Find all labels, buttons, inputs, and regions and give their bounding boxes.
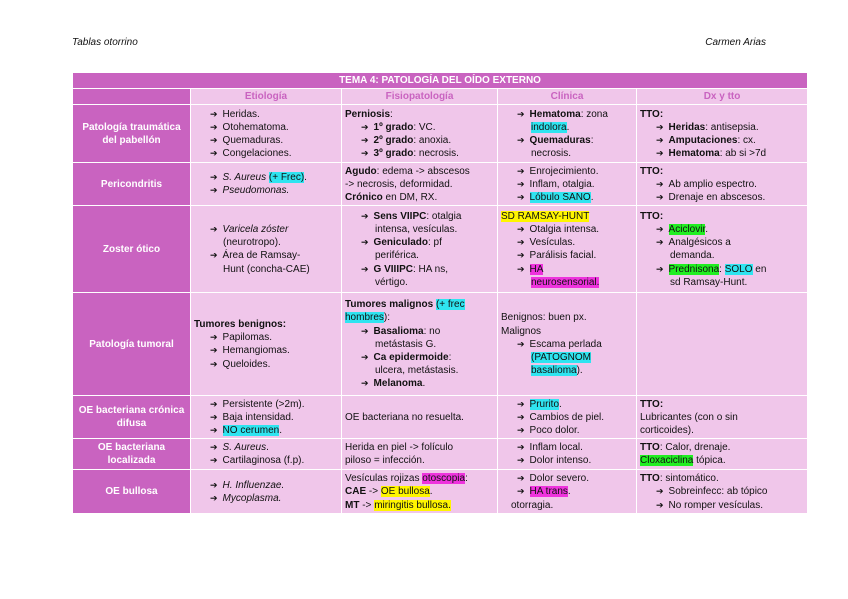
cell-clinica: [498, 439, 637, 470]
cell-dx-tto: [637, 396, 808, 439]
text-line: Crónico en DM, RX.: [345, 192, 438, 203]
list-item: ➔ Prednisona: SOLO en: [640, 263, 804, 276]
text-line: TTO: Calor, drenaje.: [640, 442, 731, 454]
list-title: Tumores benignos:: [194, 319, 287, 330]
list-item-continuation: demanda.: [670, 250, 715, 262]
cell-fisiopatologia: [342, 293, 498, 396]
list-item: ➔ 1º grado: VC.: [345, 121, 494, 134]
list-item: ➔ Analgésicos a: [640, 236, 804, 249]
list-item: ➔ Baja intensidad.: [194, 411, 338, 424]
list-item-continuation: (neurotropo).: [223, 237, 281, 249]
cell-clinica: [498, 206, 637, 293]
column-header-etiologia: Etiología: [191, 89, 342, 105]
text-line: Herida en piel -> folículo: [345, 442, 454, 454]
text-line: -> necrosis, deformidad.: [345, 178, 453, 190]
list-item: ➔ Amputaciones: cx.: [640, 134, 804, 147]
list-item: ➔ Hemangiomas.: [194, 344, 338, 357]
text-line: Agudo: edema -> abscesos: [345, 165, 470, 177]
column-header-clinica: Clínica: [498, 89, 637, 105]
list-item: ➔ Inflam local.: [501, 441, 633, 454]
text-line: TTO: sintomático.: [640, 473, 719, 485]
list-item: ➔ Sens VIIPC: otalgia: [345, 210, 494, 223]
list-item: ➔ Otohematoma.: [194, 121, 338, 134]
corner-cell: [73, 89, 191, 105]
cell-etiologia: [191, 105, 342, 163]
table-title: TEMA 4: PATOLOGÍA DEL OÍDO EXTERNO: [73, 73, 808, 89]
list-item: ➔ Cambios de piel.: [501, 411, 633, 424]
table-row: [73, 293, 808, 396]
list-item-continuation: (PATOGNOM: [531, 352, 591, 363]
row-header-zoster: Zoster ótico: [73, 206, 191, 293]
list-item-continuation: periférica.: [375, 250, 419, 262]
text-line: Lubricantes (con o sin: [640, 411, 738, 423]
cell-dx-tto: [637, 105, 808, 163]
tto-label: TTO:: [640, 210, 664, 222]
list-item: ➔ Drenaje en abscesos.: [640, 191, 804, 204]
list-item-continuation: basalioma).: [531, 365, 583, 377]
column-header-fisiopatologia: Fisiopatología: [342, 89, 498, 105]
tto-label: TTO:: [640, 108, 664, 120]
table-row: [73, 206, 808, 293]
list-item-continuation: metástasis G.: [375, 338, 437, 350]
cell-etiologia: [191, 396, 342, 439]
document-header-left: Tablas otorrino: [72, 37, 138, 48]
cell-dx-tto-empty: [637, 293, 808, 396]
cell-fisiopatologia: [342, 105, 498, 163]
list-item: ➔ Heridas.: [194, 108, 338, 121]
cell-dx-tto: [637, 206, 808, 293]
row-header-traumatica: Patología traumática del pabellón: [73, 105, 191, 163]
list-title: Perniosis:: [345, 108, 393, 120]
row-header-cronica: OE bacteriana crónica difusa: [73, 396, 191, 439]
cell-etiologia: [191, 439, 342, 470]
cell-etiologia: [191, 293, 342, 396]
document-header-right: Carmen Arias: [705, 37, 766, 48]
list-title-continuation: hombres):: [345, 312, 391, 324]
list-item-continuation: otorragia.: [511, 499, 554, 511]
cell-fisiopatologia: [342, 206, 498, 293]
table-row: [73, 470, 808, 514]
cell-etiologia: [191, 163, 342, 206]
cell-clinica: [498, 470, 637, 514]
list-item: ➔ Dolor severo.: [501, 472, 633, 485]
column-header-dx-tto: Dx y tto: [637, 89, 808, 105]
list-item-continuation: ulcera, metástasis.: [375, 365, 459, 377]
list-item: ➔ 2º grado: anoxia.: [345, 134, 494, 147]
list-title: Tumores malignos (+ frec: [345, 299, 465, 311]
table-row: [73, 163, 808, 206]
list-item: ➔ Cartilaginosa (f.p).: [194, 454, 338, 467]
list-item-continuation: indolora.: [531, 121, 570, 133]
list-item: ➔ NO cerumen.: [194, 424, 338, 437]
list-item: ➔ Quemaduras.: [194, 134, 338, 147]
list-item: ➔ Poco dolor.: [501, 424, 633, 437]
tto-label: TTO:: [640, 398, 664, 410]
cell-etiologia: [191, 206, 342, 293]
list-item: ➔ Mycoplasma.: [194, 492, 338, 505]
list-item: ➔ Geniculado: pf: [345, 236, 494, 249]
list-item: ➔ Otalgia intensa.: [501, 223, 633, 236]
list-item: ➔ Congelaciones.: [194, 147, 338, 160]
text-line: MT -> miringitis bullosa.: [345, 499, 451, 511]
syndrome-label: SD RAMSAY-HUNT: [501, 210, 590, 222]
text-line: CAE -> OE bullosa.: [345, 486, 433, 498]
list-item-continuation: Hunt (concha-CAE): [223, 263, 310, 275]
row-header-tumoral: Patología tumoral: [73, 293, 191, 396]
cell-fisiopatologia: [342, 470, 498, 514]
cell-fisiopatologia: [342, 163, 498, 206]
text-line: Cloxaciclina tópica.: [640, 455, 726, 467]
list-item: ➔ Inflam, otalgia.: [501, 178, 633, 191]
list-item-continuation: intensa, vesículas.: [375, 224, 458, 235]
list-item: ➔ S. Aureus.: [194, 441, 338, 454]
list-item: ➔ Área de Ramsay-: [194, 249, 338, 262]
list-item: ➔ Ab amplio espectro.: [640, 178, 804, 191]
cell-dx-tto: [637, 163, 808, 206]
list-item: ➔ Prurito.: [501, 398, 633, 411]
cell-etiologia: [191, 470, 342, 514]
row-header-bullosa: OE bullosa: [73, 470, 191, 514]
list-item: ➔ Persistente (>2m).: [194, 398, 338, 411]
list-item: ➔ Varicela zóster: [194, 223, 338, 236]
list-item: ➔ Hematoma: zona: [501, 108, 633, 121]
cell-dx-tto: [637, 439, 808, 470]
row-header-pericondritis: Pericondritis: [73, 163, 191, 206]
tto-label: TTO:: [640, 165, 664, 177]
row-header-localizada: OE bacteriana localizada: [73, 439, 191, 470]
table-row: [73, 105, 808, 163]
cell-clinica: [498, 293, 637, 396]
cell-fisiopatologia: OE bacteriana no resuelta.: [342, 396, 498, 439]
list-item: ➔ HA trans.: [501, 485, 633, 498]
cell-clinica: [498, 105, 637, 163]
list-item-continuation: neurosensorial.: [531, 276, 600, 288]
text-line: Malignos: [501, 325, 542, 337]
list-item: ➔ Enrojecimiento.: [501, 165, 633, 178]
list-item: ➔ H. Influenzae.: [194, 479, 338, 492]
list-item: ➔ Quemaduras:: [501, 134, 633, 147]
list-item-continuation: vértigo.: [375, 276, 408, 288]
list-item: ➔ Escama perlada: [501, 338, 633, 351]
list-item: ➔ G VIIIPC: HA ns,: [345, 263, 494, 276]
list-item: ➔ Lóbulo SANO.: [501, 191, 633, 204]
list-item: ➔ Hematoma: ab si >7d: [640, 147, 804, 160]
table-row: [73, 439, 808, 470]
list-item: ➔ Basalioma: no: [345, 325, 494, 338]
list-item: ➔ 3º grado: necrosis.: [345, 147, 494, 160]
text-line: Benignos: buen px.: [501, 312, 587, 324]
list-item: ➔ Dolor intenso.: [501, 454, 633, 467]
list-item: ➔ Parálisis facial.: [501, 249, 633, 262]
cell-clinica: [498, 163, 637, 206]
list-item: ➔ Queloides.: [194, 358, 338, 371]
list-item: ➔ Heridas: antisepsia.: [640, 121, 804, 134]
list-item: ➔ Ca epidermoide:: [345, 351, 494, 364]
list-item: ➔ Papilomas.: [194, 331, 338, 344]
table-row: [73, 396, 808, 439]
list-item-continuation: necrosis.: [531, 148, 572, 160]
cell-dx-tto: [637, 470, 808, 514]
list-item: ➔ Pseudomonas.: [194, 184, 338, 197]
text-line: Vesículas rojizas otoscopia:: [345, 473, 468, 485]
list-item: ➔ Melanoma.: [345, 377, 494, 390]
list-item: ➔ No romper vesículas.: [640, 499, 804, 512]
list-item: ➔ S. Aureus (+ Frec).: [194, 171, 338, 184]
pathology-table: [72, 72, 808, 514]
list-item: ➔ HA: [501, 263, 633, 276]
text-line: corticoides).: [640, 425, 694, 436]
list-item: ➔ Sobreinfecc: ab tópico: [640, 485, 804, 498]
cell-clinica: [498, 396, 637, 439]
cell-fisiopatologia: [342, 439, 498, 470]
list-item: ➔ Aciclovir.: [640, 223, 804, 236]
text-line: piloso = infección.: [345, 455, 425, 467]
list-item: ➔ Vesículas.: [501, 236, 633, 249]
list-item-continuation: sd Ramsay-Hunt.: [670, 276, 748, 288]
